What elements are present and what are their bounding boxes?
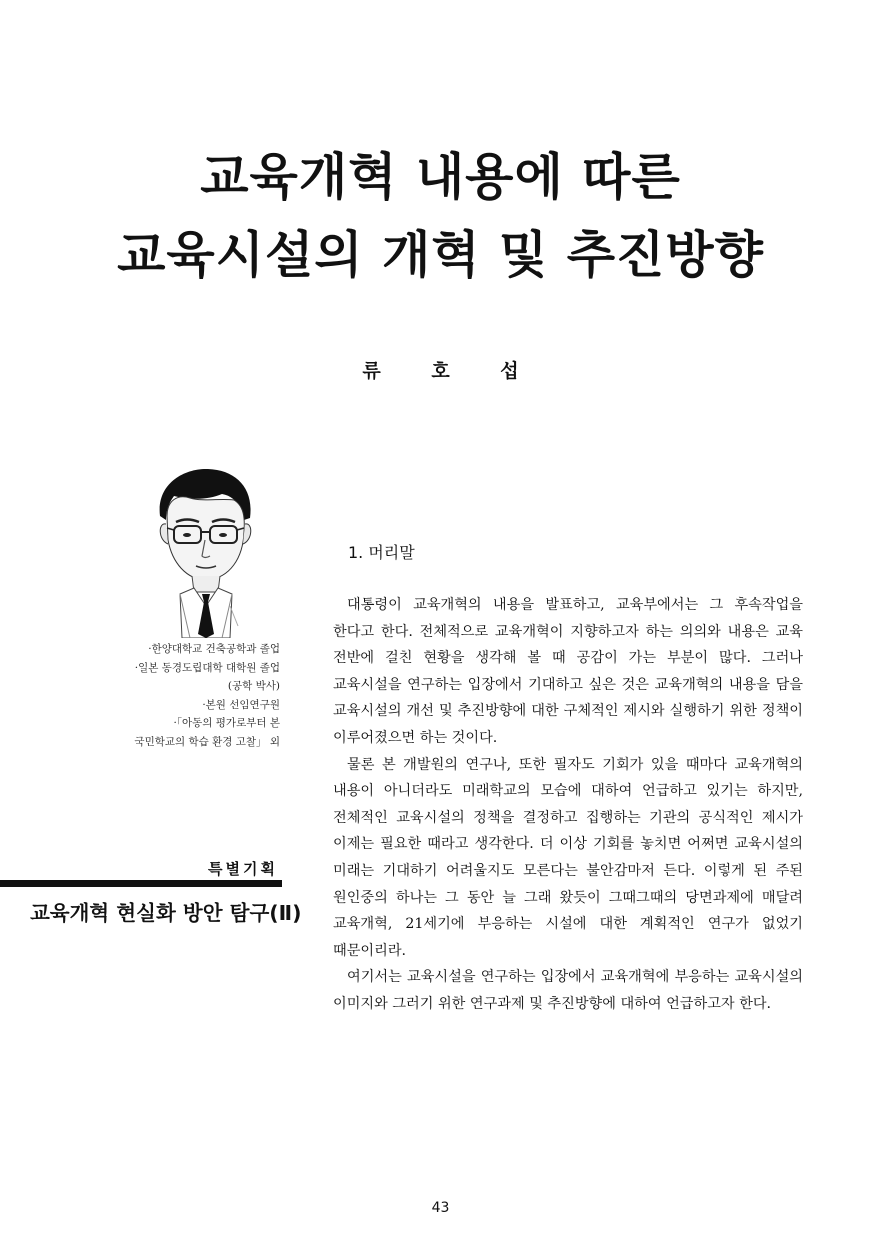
article-title-line-2: 교육시설의 개혁 및 추진방향 <box>117 226 764 284</box>
bio-line: 국민학교의 학습 환경 고찰」 외 <box>134 735 280 748</box>
body-paragraph: 여기서는 교육시설을 연구하는 입장에서 교육개혁에 부응하는 교육시설의 이미지와 그러기 위한 연구과제 및 추진방향에 대하여 언급하고자 한다. <box>333 969 803 1012</box>
bio-line: (공학 박사) <box>227 680 280 692</box>
author-bio <box>60 640 280 751</box>
special-feature-label: 특별기획 <box>208 860 278 878</box>
bio-line: ·한양대학교 건축공학과 졸업 <box>148 643 280 655</box>
body-paragraph: 대통령이 교육개혁의 내용을 발표하고, 교육부에서는 그 후속작업을 한다고 한다. 전체적으로 교육개혁이 지향하고자 하는 의의와 내용은 교육 전반에 걸친 현황을 생각해 볼 때 공감이 가는 부분이 많다. 그러나 교육시설을 연구하는 입장에서 기대하고 싶은 것은 교육개혁의 내용을 담을 교육시설의 개선 및 추진방향에 대한 구체적인 제시와 실행하기 위한 정책이 이루어졌으면 하는 것이다. <box>333 597 803 746</box>
section-heading: 1. 머리말 <box>348 543 415 562</box>
bio-line: ·일본 동경도립대학 대학원 졸업 <box>134 661 280 674</box>
article-title <box>0 138 881 294</box>
bio-line: ·「아동의 평가로부터 본 <box>173 717 280 729</box>
author-name: 류 호 섭 <box>362 360 541 382</box>
body-text <box>333 592 803 1018</box>
bio-line: ·본원 선임연구원 <box>202 698 280 711</box>
body-paragraph: 물론 본 개발원의 연구나, 또한 필자도 기회가 있을 때마다 교육개혁의 내용이 아니더라도 미래학교의 모습에 대하여 언급하고 있기는 하지만, 전체적인 교육시설의 정책을 결정하고 집행하는 기관의 공식적인 제시가 이제는 필요한 때라고 생각한다. 더 이상 기회를 놓치면 어쩌면 교육시설의 미래는 기대하기 어려울지도 모른다는 불안감마저 든다. 이렇게 된 주된 원인중의 하나는 그 동안 늘 그래 왔듯이 그때그때의 당면과제에 매달려 교육개혁, 21세기에 부응하는 시설에 대한 계획적인 연구가 없었기 때문이리라. <box>333 756 803 959</box>
article-title-line-1: 교육개혁 내용에 따른 <box>200 148 681 206</box>
series-title: 교육개혁 현실화 방안 탐구(Ⅱ) <box>30 901 302 925</box>
special-feature-divider <box>0 880 282 887</box>
page-number: 43 <box>431 1200 450 1216</box>
author-photo <box>150 466 260 638</box>
